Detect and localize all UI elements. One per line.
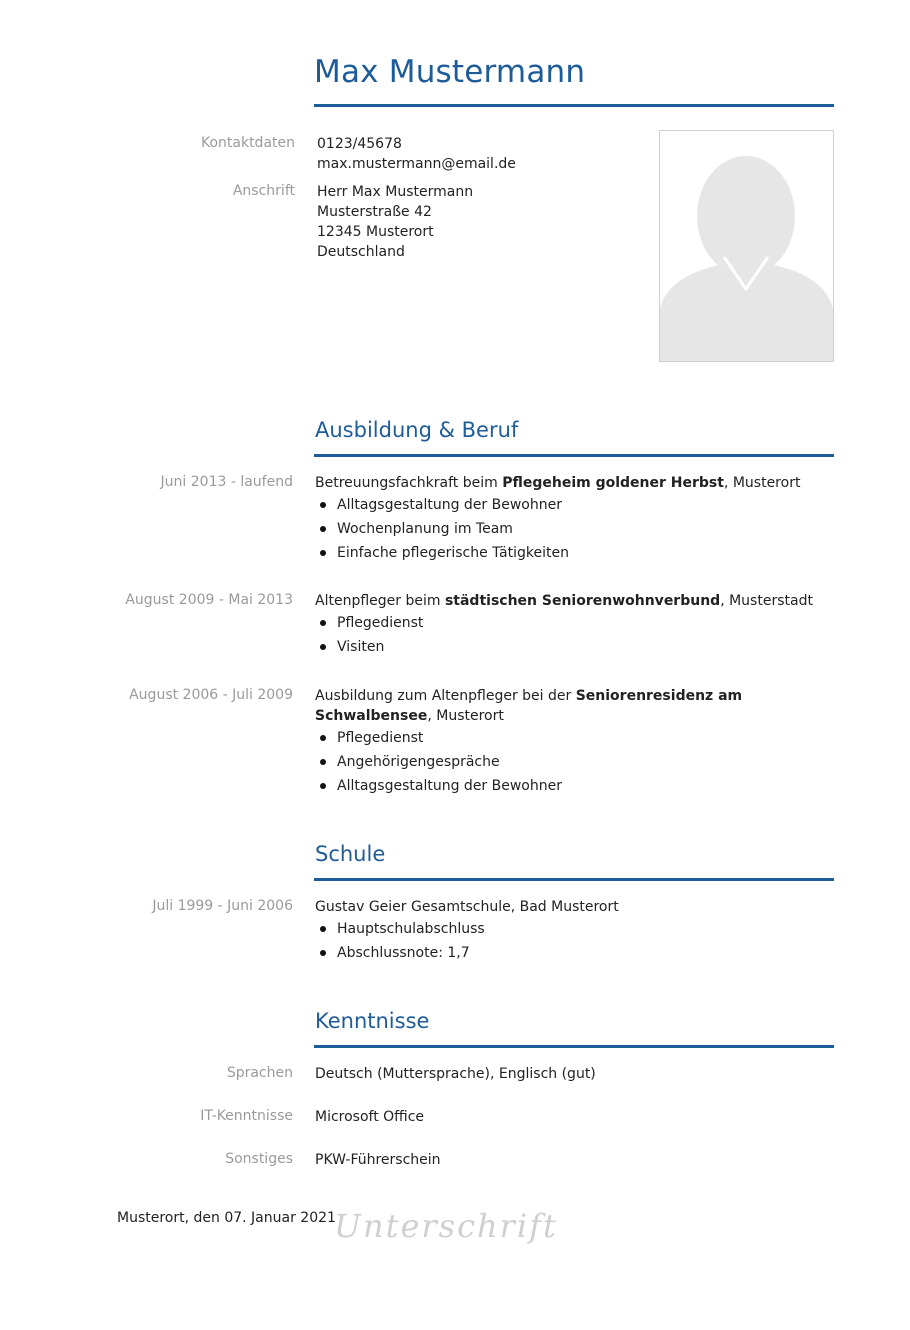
section-title-school: Schule (315, 842, 386, 866)
signature: Unterschrift (334, 1207, 558, 1245)
entry-employer: städtischen Seniorenwohnverbund (444, 593, 721, 609)
experience-entry (315, 473, 835, 565)
list-item: Pflegedienst (315, 611, 835, 635)
list-item: Wochenplanung im Team (315, 517, 835, 541)
address-line: 12345 Musterort (317, 224, 434, 240)
profile-photo-placeholder (659, 130, 834, 362)
entry-employer: Pflegeheim goldener Herbst (502, 475, 724, 491)
list-item: Hauptschulabschluss (315, 917, 835, 941)
list-item: Angehörigengespräche (315, 750, 835, 774)
address-line: Musterstraße 42 (317, 204, 432, 220)
entry-date: August 2006 - Juli 2009 (129, 687, 293, 703)
school-entry (315, 897, 835, 965)
list-item: Abschlussnote: 1,7 (315, 941, 835, 965)
entry-bullet-list (315, 493, 835, 565)
section-title-skills: Kenntnisse (315, 1009, 430, 1033)
entry-heading (315, 686, 835, 726)
entry-date: August 2009 - Mai 2013 (125, 592, 293, 608)
entry-date: Juni 2013 - laufend (160, 474, 293, 490)
entry-role: Altenpfleger beim (315, 593, 445, 609)
entry-role: Betreuungsfachkraft beim (315, 475, 503, 491)
page-title: Max Mustermann (314, 54, 586, 90)
skill-label: IT-Kenntnisse (200, 1108, 293, 1124)
contact-label: Kontaktdaten (200, 135, 295, 151)
skill-value: PKW-Führerschein (315, 1152, 441, 1168)
person-silhouette-icon (660, 131, 833, 361)
skill-value: Microsoft Office (315, 1109, 425, 1125)
entry-heading (315, 473, 835, 493)
entry-heading (315, 591, 835, 611)
entry-bullet-list (315, 611, 835, 659)
list-item: Visiten (315, 635, 835, 659)
entry-role: Ausbildung zum Altenpfleger bei der (315, 688, 576, 704)
skill-value: Deutsch (Muttersprache), Englisch (gut) (315, 1066, 596, 1082)
skill-label: Sonstiges (225, 1151, 293, 1167)
address-line: Herr Max Mustermann (317, 184, 474, 200)
list-item: Alltagsgestaltung der Bewohner (315, 774, 835, 798)
entry-date: Juli 1999 - Juni 2006 (152, 898, 293, 914)
list-item: Alltagsgestaltung der Bewohner (315, 493, 835, 517)
address-line: Deutschland (317, 244, 405, 260)
title-divider (314, 104, 834, 107)
skill-label: Sprachen (226, 1065, 293, 1081)
entry-location: , Musterort (427, 708, 504, 724)
place-and-date: Musterort, den 07. Januar 2021 (117, 1210, 336, 1226)
list-item: Pflegedienst (315, 726, 835, 750)
section-title-experience: Ausbildung & Beruf (315, 418, 519, 442)
address-label: Anschrift (232, 183, 295, 199)
address-block (317, 182, 473, 262)
section-divider (314, 454, 834, 457)
entry-location: , Musterort (723, 475, 801, 491)
experience-entry (315, 591, 835, 659)
experience-entry (315, 686, 835, 798)
contact-block (317, 134, 516, 174)
list-item: Einfache pflegerische Tätigkeiten (315, 541, 835, 565)
entry-bullet-list (315, 917, 835, 965)
phone-number: 0123/45678 (317, 136, 402, 152)
email-address: max.mustermann@email.de (317, 156, 516, 172)
entry-employer: Seniorenresidenz am Schwalbensee (315, 688, 743, 724)
entry-bullet-list (315, 726, 835, 798)
entry-location: , Musterstadt (720, 593, 813, 609)
section-divider (314, 878, 834, 881)
entry-heading: Gustav Geier Gesamtschule, Bad Musterort (315, 899, 619, 915)
section-divider (314, 1045, 834, 1048)
